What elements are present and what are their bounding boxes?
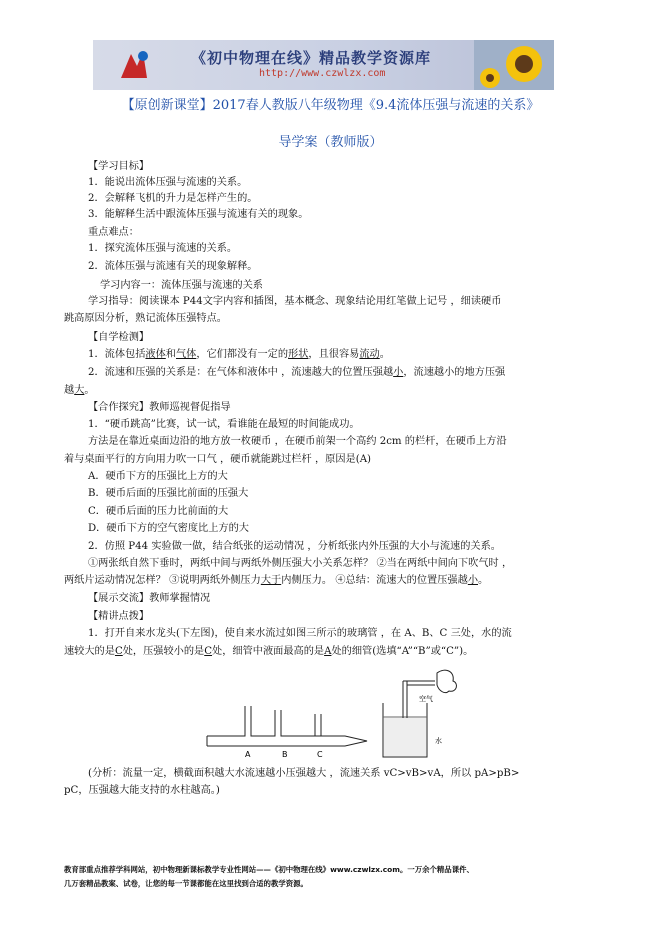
option-c: C．硬币后面的压力比前面的大	[88, 506, 229, 517]
lecture-line: 速较大的是C处，压强较小的是C处，细管中液面最高的是A处的细管(选填“A”“B”或“C”)。	[64, 646, 474, 657]
goal-item: 2．会解释飞机的升力是怎样产生的。	[88, 193, 258, 204]
key-points-heading: 重点难点：	[88, 227, 139, 238]
goal-item: 3．能解释生活中跟流体压强与流速有关的现象。	[88, 209, 309, 220]
lecture-heading: 【精讲点拨】	[88, 611, 150, 622]
guide-line: 学习指导：阅读课本 P44文字内容和插图，基本概念、现象结论用红笔做上记号 ，细读硬币	[88, 296, 502, 307]
analysis-line: pC，压强越大能支持的水柱越高。)	[64, 785, 220, 796]
air-label: 空气	[419, 695, 433, 703]
selfcheck-q1: 1．流体包括液体和气体，它们都没有一定的形状，且很容易流动。	[88, 349, 390, 360]
tube-label-a: A	[245, 750, 251, 759]
option-d: D．硬币下方的空气密度比上方的大	[88, 523, 249, 534]
water-label: 水	[435, 737, 442, 745]
coop-line: 1．“硬币跳高”比赛，试一试，看谁能在最短的时间能成功。	[88, 419, 360, 430]
content-heading: 学习内容一：流体压强与流速的关系	[100, 280, 263, 291]
selfcheck-heading: 【自学检测】	[88, 332, 150, 343]
document-subtitle: 导学案（教师版）	[278, 135, 383, 150]
sunflower-icon	[474, 40, 554, 90]
lecture-line: 1．打开自来水龙头(下左图)，使自来水流过如图三所示的玻璃管 ，在 A、B、C 三处，水的流	[88, 628, 512, 639]
banner-title: 《初中物理在线》精品教学资源库	[191, 49, 432, 67]
guide-line: 跳高原因分析，熟记流体压强特点。	[64, 313, 227, 324]
beaker-figure	[375, 665, 470, 765]
site-logo-icon	[117, 48, 151, 82]
coop-line: 方法是在靠近桌面边沿的地方放一枚硬币 ，在硬币前架一个高约 2cm 的栏杆，在硬币上方沿	[88, 436, 507, 447]
show-heading: 【展示交流】教师掌握情况	[88, 593, 211, 604]
coop-line: ①两张纸自然下垂时，两纸中间与两纸外侧压强大小关系怎样？ ②当在两纸中间向下吹气时 ，	[88, 558, 513, 569]
banner-url[interactable]: http://www.czwlzx.com	[259, 68, 386, 79]
footer-line: 几万套精品教案、试卷，让您的每一节课都能在这里找到合适的教学资源。	[64, 879, 308, 888]
selfcheck-q2: 2．流速和压强的关系是：在气体和液体中 ，流速越大的位置压强越小，流速越小的地方压强	[88, 367, 506, 378]
option-a: A．硬币下方的压强比上方的大	[88, 471, 228, 482]
coop-line: 着与桌面平行的方向用力吹一口气 ，硬币就能跳过栏杆 ，原因是(A)	[64, 454, 372, 465]
footer-line: 教育部重点推荐学科网站，初中物理新课标教学专业性网站——《初中物理在线》www.czwlzx.com。一万余个精品课件、	[64, 865, 474, 874]
tube-label-b: B	[282, 750, 288, 759]
pipe-tubes-figure	[205, 700, 375, 760]
key-point-item: 2．流体压强与流速有关的现象解释。	[88, 261, 258, 272]
key-point-item: 1．探究流体压强与流速的关系。	[88, 243, 238, 254]
goals-heading: 【学习目标】	[88, 161, 150, 172]
site-banner	[93, 40, 554, 90]
document-title: 【原创新课堂】2017春人教版八年级物理《9.4流体压强与流速的关系》	[121, 98, 540, 113]
tube-label-c: C	[317, 750, 323, 759]
goal-item: 1．能说出流体压强与流速的关系。	[88, 177, 248, 188]
coop-line: 2．仿照 P44 实验做一做，结合纸张的运动情况 ，分析纸张内外压强的大小与流速的关系。	[88, 541, 501, 552]
selfcheck-q2-cont: 越大。	[64, 385, 95, 396]
coop-heading: 【合作探究】教师巡视督促指导	[88, 402, 231, 413]
coop-line: 两纸片运动情况怎样？ ③说明两纸外侧压力大于内侧压力。 ④总结：流速大的位置压强越小。	[64, 575, 489, 586]
option-b: B．硬币后面的压强比前面的压强大	[88, 488, 249, 499]
analysis-line: (分析：流量一定，横截面积越大水流速越小压强越大 ，流速关系 vC>vB>vA，所以 pA>pB>	[88, 768, 520, 779]
